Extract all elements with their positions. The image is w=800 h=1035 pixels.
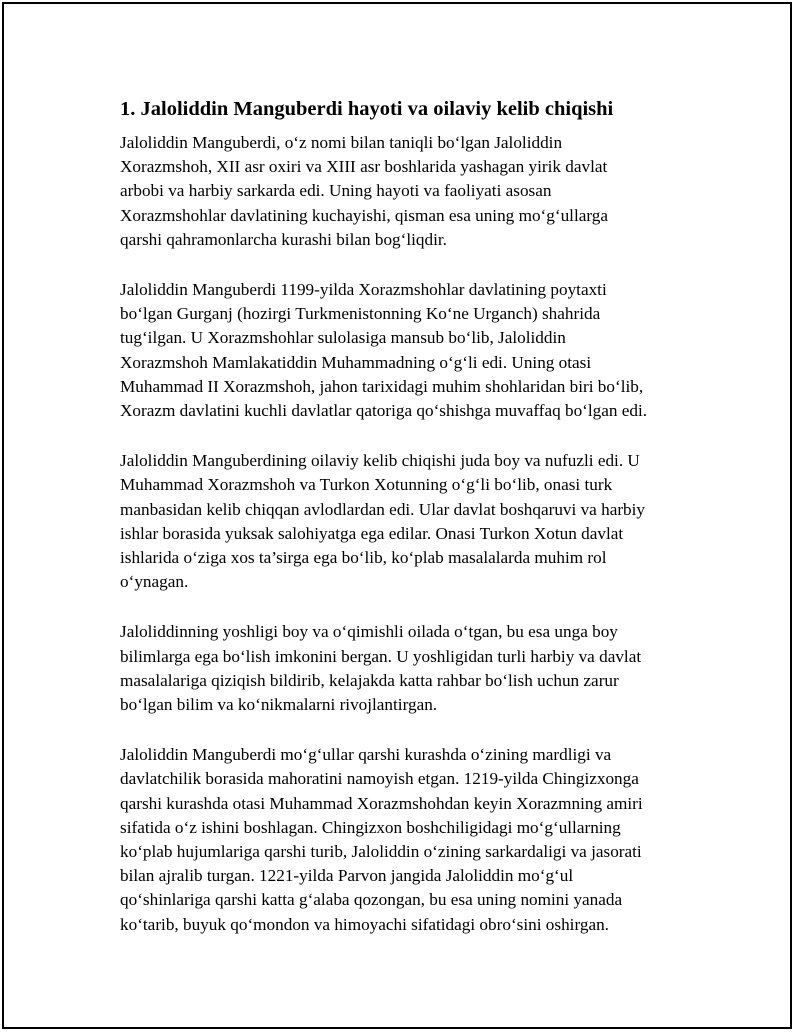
paragraph-line: Jaloliddin Manguberdining oilaviy kelib chiqishi juda boy va nufuzli edi. U [120, 451, 640, 471]
paragraph-line: sifatida o‘z ishini boshlagan. Chingizxon boshchiligidagi mo‘g‘ullarning [120, 817, 621, 837]
paragraph-line: bo‘lgan Gurganj (hozirgi Turkmenistonning Ko‘ne Urganch) shahrida [120, 304, 601, 324]
paragraph-line: ko‘plab hujumlariga qarshi turib, Jaloliddin o‘zining sarkardaligi va jasorati [120, 842, 642, 862]
paragraph-line: ishlar borasida yuksak salohiyatga ega edilar. Onasi Turkon Xotun davlat [120, 523, 624, 543]
paragraph-line: Jaloliddin Manguberdi, o‘z nomi bilan taniqli bo‘lgan Jaloliddin [120, 133, 563, 152]
paragraph-line: qo‘shinlariga qarshi katta g‘alaba qozongan, bu esa uning nomini yanada [120, 890, 623, 910]
paragraph-line: Jaloliddin Manguberdi mo‘g‘ullar qarshi kurashda o‘zining mardligi va [120, 745, 612, 765]
paragraph [120, 449, 700, 594]
paragraph-line: arbobi va harbiy sarkarda edi. Uning hayoti va faoliyati asosan [120, 181, 552, 201]
paragraph-line: Xorazmshoh, XII asr oxiri va XIII asr boshlarida yashagan yirik davlat [120, 157, 608, 177]
paragraph-line: qarshi qahramonlarcha kurashi bilan bog‘liqdir. [120, 229, 447, 249]
paragraph-line: Jaloliddinning yoshligi boy va o‘qimishli oilada o‘tgan, bu esa unga boy [120, 622, 618, 642]
paragraph-line: ishlarida o‘ziga xos ta’sirga ega bo‘lib, ko‘plab masalalarda muhim rol [120, 548, 607, 568]
paragraph-line: bo‘lgan bilim va ko‘nikmalarni rivojlantirgan. [120, 695, 438, 715]
paragraph-list [120, 131, 700, 937]
paragraph-line: Jaloliddin Manguberdi 1199-yilda Xorazmshohlar davlatining poytaxti [120, 280, 607, 300]
document-page [2, 2, 792, 1029]
paragraph-line: davlatchilik borasida mahoratini namoyish etgan. 1219-yilda Chingizxonga [120, 769, 639, 789]
paragraph-line: masalalariga qiziqish bildirib, kelajakda katta rahbar bo‘lish uchun zarur [120, 670, 619, 690]
paragraph-line: bilimlarga ega bo‘lish imkonini bergan. U yoshligidan turli harbiy va davlat [120, 646, 642, 666]
paragraph [120, 620, 700, 717]
paragraph [120, 278, 700, 423]
section-heading: 1. Jaloliddin Manguberdi hayoti va oilaviy kelib chiqishi [120, 98, 614, 120]
paragraph-line: Muhammad II Xorazmshoh, jahon tarixidagi muhim shohlaridan biri bo‘lib, [120, 376, 644, 396]
paragraph-line: Muhammad Xorazmshoh va Turkon Xotunning o‘g‘li bo‘lib, onasi turk [120, 475, 613, 495]
paragraph [120, 131, 700, 252]
paragraph-line: tug‘ilgan. U Xorazmshohlar sulolasiga mansub bo‘lib, Jaloliddin [120, 328, 566, 348]
paragraph-line: Xorazmshohlar davlatining kuchayishi, qisman esa uning mo‘g‘ullarga [120, 205, 608, 225]
paragraph [120, 743, 700, 937]
paragraph-line: qarshi kurashda otasi Muhammad Xorazmshohdan keyin Xorazmning amiri [120, 793, 643, 813]
document-content [120, 94, 700, 963]
paragraph-line: Xorazmshoh Mamlakatiddin Muhammadning o‘g‘li edi. Uning otasi [120, 352, 592, 372]
paragraph-line: ko‘tarib, buyuk qo‘mondon va himoyachi sifatidagi obro‘sini oshirgan. [120, 914, 609, 934]
paragraph-line: Xorazm davlatini kuchli davlatlar qatoriga qo‘shishga muvaffaq bo‘lgan edi. [120, 401, 648, 421]
paragraph-line: o‘ynagan. [120, 572, 189, 592]
paragraph-line: manbasidan kelib chiqqan avlodlardan edi. Ular davlat boshqaruvi va harbiy [120, 499, 646, 519]
paragraph-line: bilan ajralib turgan. 1221-yilda Parvon jangida Jaloliddin mo‘g‘ul [120, 866, 574, 886]
